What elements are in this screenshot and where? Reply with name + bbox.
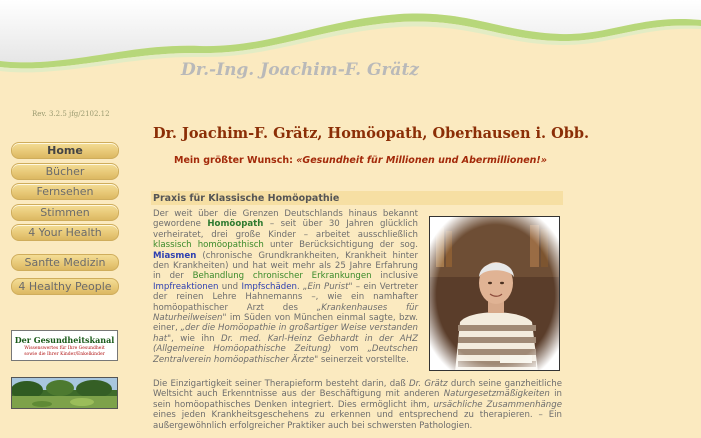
link-behandlung[interactable]: Behandlung chronischer Erkrankungen <box>192 271 372 282</box>
section-title: Praxis für Klassische Homöopathie <box>153 193 340 204</box>
link-impfschaeden[interactable]: Impfschäden <box>241 281 297 292</box>
site-title: Dr.-Ing. Joachim-F. Grätz <box>181 60 419 80</box>
nav-4-healthy-people[interactable]: 4 Healthy People <box>11 278 119 295</box>
link-klassisch-homoeopathisch[interactable]: klassisch homöopathisch <box>153 240 264 251</box>
page-title: Dr. Joachim-F. Grätz, Homöopath, Oberhausen i. Obb. <box>153 125 590 142</box>
banner-subtitle-2: sowie die Ihrer Kinder/Enkelkinder <box>24 352 105 357</box>
article-paragraph-1: Der weit über die Grenzen Deutschlands hinaus bekannt gewordene Homöopath – seit über 30 Jahren glücklich verheiratet, drei große Kinder – arbeitet ausschließlich klassisch homöopathisch unter Berücksichtigung der sog. Miasmen (chronische Grundkrankheiten, Krankheit hinter den Krankheiten) und hat weit mehr als 25 Jahre Erfahrung in der Behandlung chronischer Erkrankungen inclusive Impfreaktionen und Impfschäden. „Ein Purist" – ein Vertreter der reinen Lehre Hahnemanns –, wie ein namhafter homöopathischer Arzt des „Krankenhauses für Naturheilweisen" im Süden von München einmal sagte, bzw. einer, „der die Homöopathie in großartiger Weise verstanden hat", wie ihn Dr. med. Karl-Heinz Gebhardt in der AHZ (Allgemeine Homöopathische Zeitung) vom „Deutschen Zentralverein homöopathischer Ärzte" seinerzeit vorstellte. <box>153 209 419 365</box>
revision-label: Rev. 3.2.5 jfg/2102.12 <box>32 110 110 118</box>
portrait-photo <box>429 216 560 371</box>
secondary-nav <box>11 254 119 302</box>
article-paragraph-2: Die Einzigartigkeit seiner Therapieform besteht darin, daß Dr. Grätz durch seine ganzheitliche Weltsicht auch Erkenntnisse aus der Beschäftigung mit anderen Naturgesetzmäßigkeiten in sein homöopathisches Denken integriert. Dies ermöglicht ihm, ursächliche Zusammenhänge eines jeden Krankheitsgeschehens zu erkennen und entsprechend zu therapieren. – Ein außergewöhnlich erfolgreicher Praktiker auch bei schwersten Pathologien. <box>153 379 562 431</box>
link-impfreaktionen[interactable]: Impfreaktionen <box>153 281 219 292</box>
link-homoeopath[interactable]: Homöopath <box>207 219 264 230</box>
wish-prefix: Mein größter Wunsch: <box>174 155 297 166</box>
nav-sanfte-medizin[interactable]: Sanfte Medizin <box>11 254 119 271</box>
wish-line <box>174 155 564 166</box>
nav-stimmen[interactable]: Stimmen <box>11 204 119 221</box>
banner-subtitle-1: Wissenswertes für Ihre Gesundheit <box>24 346 105 351</box>
landscape-image-link[interactable] <box>11 377 118 409</box>
main-nav <box>11 142 119 245</box>
portrait-image <box>430 217 560 371</box>
link-miasmen[interactable]: Miasmen <box>153 250 197 261</box>
nav-home[interactable]: Home <box>11 142 119 159</box>
banner-title: Der Gesundheitskanal <box>14 335 115 345</box>
nav-4-your-health[interactable]: 4 Your Health <box>11 224 119 241</box>
landscape-image <box>12 378 118 409</box>
nav-fernsehen[interactable]: Fernsehen <box>11 183 119 200</box>
nav-buecher[interactable]: Bücher <box>11 163 119 180</box>
gesundheitskanal-banner[interactable] <box>11 330 118 361</box>
wish-text: «Gesundheit für Millionen und Abermillionen!» <box>296 155 547 166</box>
